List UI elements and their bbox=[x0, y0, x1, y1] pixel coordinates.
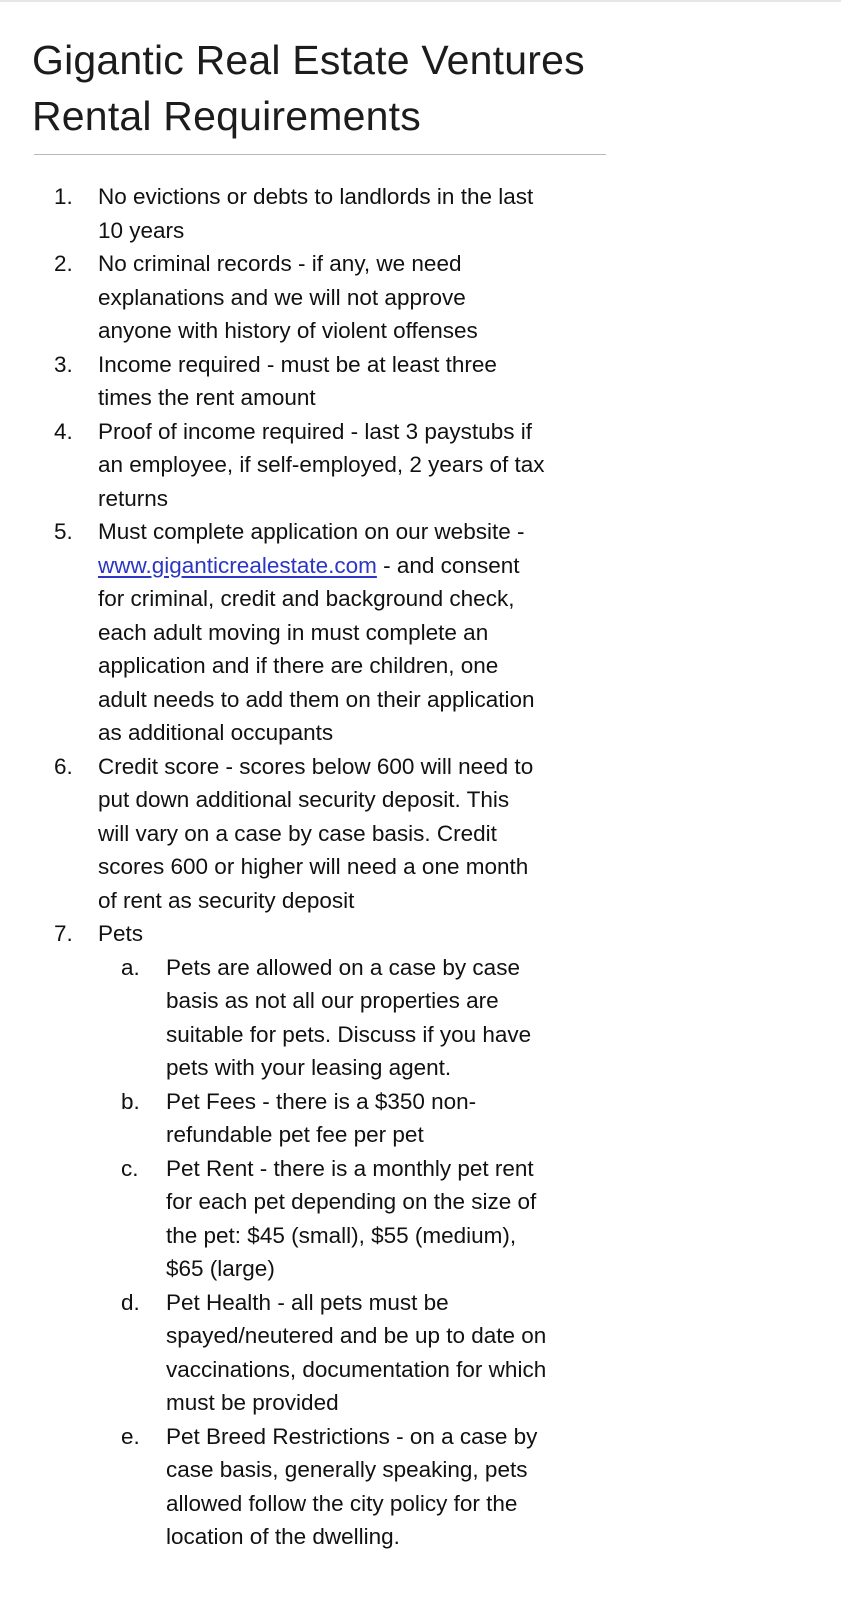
sub-list-item bbox=[0, 951, 841, 1085]
sub-item-text: suitable for pets. Discuss if you have bbox=[166, 1021, 532, 1047]
sub-list-item bbox=[0, 1085, 841, 1152]
item-text: returns bbox=[98, 485, 169, 511]
item-text: anyone with history of violent offenses bbox=[98, 318, 478, 343]
item-number: 5. bbox=[54, 519, 73, 544]
sub-item-letter: d. bbox=[121, 1289, 140, 1315]
sub-item-text: location of the dwelling. bbox=[166, 1524, 400, 1549]
sub-list-item bbox=[0, 1286, 841, 1420]
sub-item-text: refundable pet fee per pet bbox=[166, 1122, 424, 1147]
sub-item-letter: b. bbox=[121, 1088, 140, 1114]
sub-item-letter: c. bbox=[121, 1155, 139, 1181]
item-number: 1. bbox=[54, 184, 73, 209]
sub-item-text: Pet Health - all pets must be bbox=[166, 1289, 449, 1315]
item-text-with-link bbox=[98, 549, 841, 583]
sub-item-text: case basis, generally speaking, pets bbox=[166, 1457, 528, 1482]
document-title: Rental Requirements bbox=[32, 93, 421, 139]
item-text: for criminal, credit and background check, bbox=[98, 586, 515, 611]
sub-item-text: for each pet depending on the size of bbox=[166, 1189, 537, 1214]
sub-item-letter: e. bbox=[121, 1423, 140, 1449]
sub-item-text: spayed/neutered and be up to date on bbox=[166, 1323, 547, 1348]
title-divider bbox=[34, 154, 606, 155]
item-number: 2. bbox=[54, 251, 73, 276]
item-text: application and if there are children, one bbox=[98, 653, 499, 678]
item-text: an employee, if self-employed, 2 years of tax bbox=[98, 452, 545, 477]
item-text: times the rent amount bbox=[98, 385, 316, 410]
item-text: put down additional security deposit. This bbox=[98, 787, 510, 812]
sub-item-text: the pet: $45 (small), $55 (medium), bbox=[166, 1222, 517, 1248]
item-text: scores 600 or higher will need a one month bbox=[98, 854, 529, 879]
sub-item-text: Pet Fees - there is a $350 non- bbox=[166, 1088, 477, 1114]
item-text: each adult moving in must complete an bbox=[98, 619, 489, 645]
item-text: Income required - must be at least three bbox=[98, 351, 497, 377]
list-item bbox=[0, 750, 841, 918]
item-number: 4. bbox=[54, 418, 73, 444]
sub-item-letter: a. bbox=[121, 954, 140, 980]
link-suffix-text: - and consent bbox=[376, 552, 520, 578]
page-title bbox=[32, 32, 792, 144]
item-number: 6. bbox=[54, 753, 73, 779]
item-number: 3. bbox=[54, 351, 73, 377]
item-text: Pets bbox=[98, 921, 144, 946]
item-text: as additional occupants bbox=[98, 720, 334, 745]
company-name: Gigantic Real Estate Ventures bbox=[32, 37, 585, 83]
sub-item-text: basis as not all our properties are bbox=[166, 988, 499, 1013]
sub-item-text: allowed follow the city policy for the bbox=[166, 1490, 518, 1516]
item-text: No evictions or debts to landlords in the last bbox=[98, 184, 534, 209]
sub-item-text: Pet Rent - there is a monthly pet rent bbox=[166, 1155, 534, 1181]
sub-item-text: vaccinations, documentation for which bbox=[166, 1356, 547, 1382]
item-text: Proof of income required - last 3 paystubs if bbox=[98, 418, 532, 444]
sub-item-text: $65 (large) bbox=[166, 1256, 275, 1281]
item-text: Credit score - scores below 600 will need to bbox=[98, 753, 534, 779]
item-text: will vary on a case by case basis. Credit bbox=[98, 820, 497, 846]
list-item bbox=[0, 348, 841, 415]
sub-list-item bbox=[0, 1420, 841, 1554]
list-item bbox=[0, 917, 841, 1554]
list-item bbox=[0, 247, 841, 348]
sub-item-text: Pets are allowed on a case by case bbox=[166, 954, 520, 980]
item-text: Must complete application on our website - bbox=[98, 519, 525, 544]
item-text: No criminal records - if any, we need bbox=[98, 251, 462, 276]
website-link[interactable]: www.giganticrealestate.com bbox=[98, 552, 377, 578]
item-text: explanations and we will not approve bbox=[98, 284, 466, 310]
requirements-list bbox=[0, 180, 841, 1554]
list-item bbox=[0, 515, 841, 750]
sub-item-text: must be provided bbox=[166, 1390, 339, 1415]
item-text: of rent as security deposit bbox=[98, 887, 355, 913]
list-item bbox=[0, 180, 841, 247]
item-number: 7. bbox=[54, 921, 73, 946]
sub-item-text: pets with your leasing agent. bbox=[166, 1055, 452, 1080]
sub-list-item bbox=[0, 1152, 841, 1286]
item-text: 10 years bbox=[98, 217, 185, 243]
item-text: adult needs to add them on their application bbox=[98, 686, 535, 712]
list-item bbox=[0, 415, 841, 516]
sub-item-text: Pet Breed Restrictions - on a case by bbox=[166, 1423, 538, 1449]
